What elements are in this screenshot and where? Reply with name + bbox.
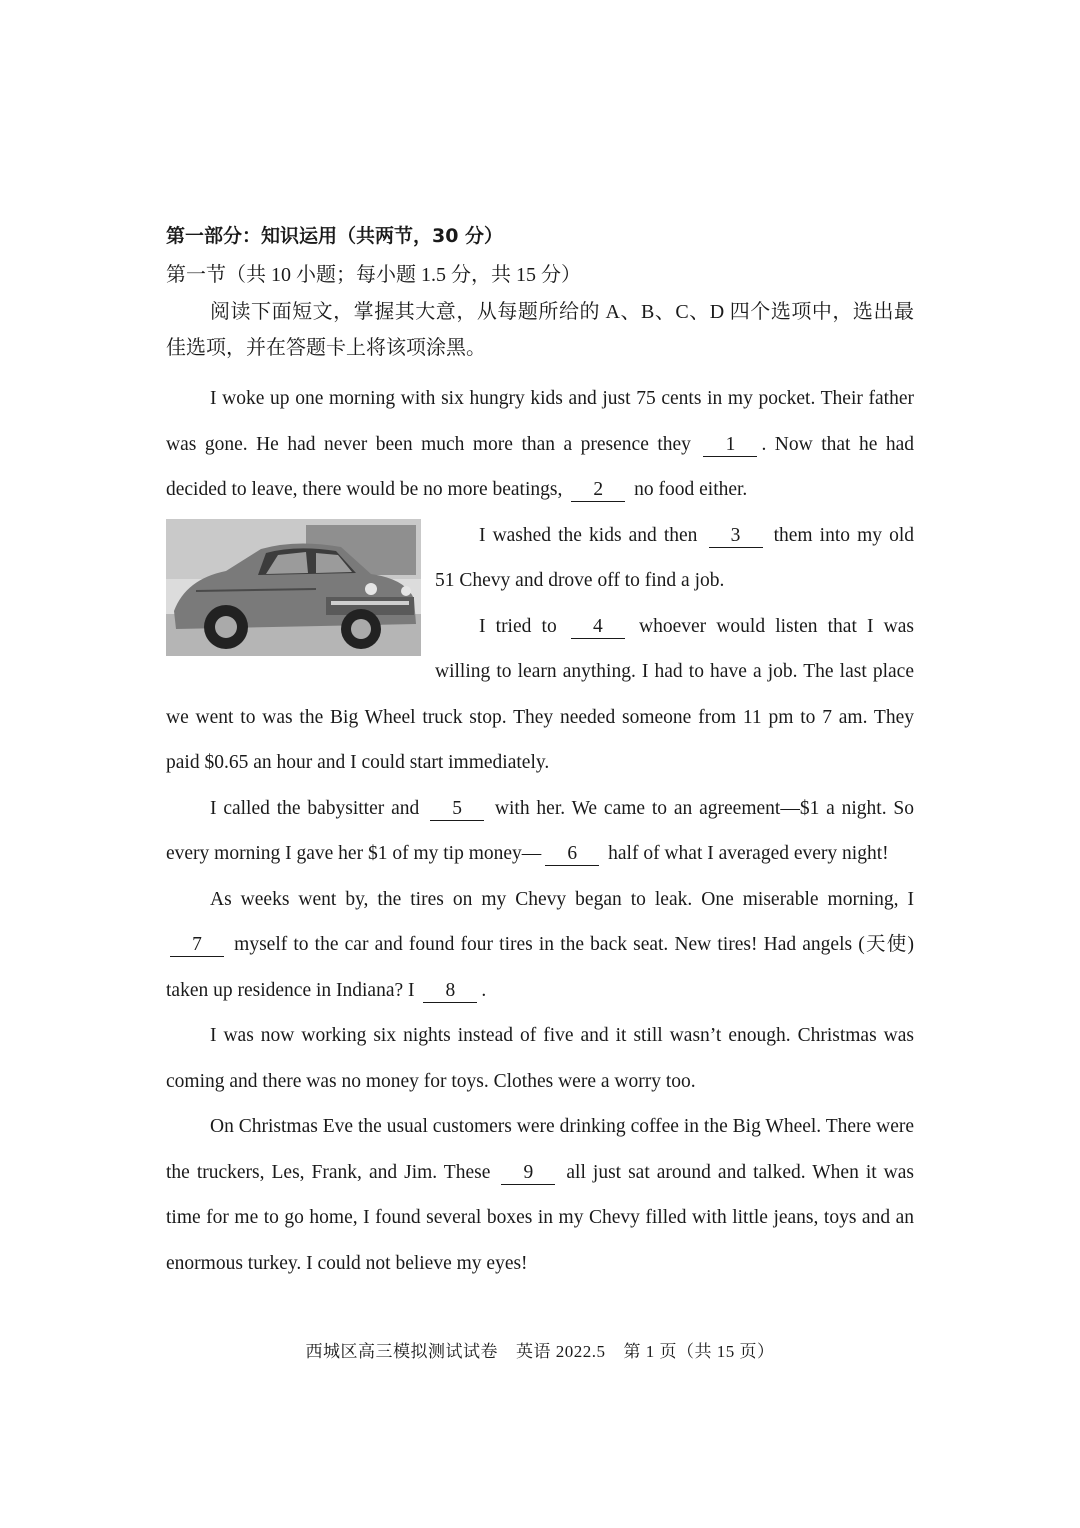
section-title: 第一部分：知识运用（共两节，30 分） — [166, 225, 504, 247]
blank-6: 6 — [545, 843, 599, 866]
sub-section-title: 第一节（共 10 小题；每小题 1.5 分，共 15 分） — [166, 264, 581, 286]
blank-4: 4 — [571, 616, 625, 639]
footer-subject: 英语 2022.5 — [516, 1342, 606, 1361]
blank-8: 8 — [423, 980, 477, 1003]
blank-1: 1 — [703, 434, 757, 457]
chevy-car-photo — [166, 519, 421, 656]
exam-page — [166, 218, 914, 1286]
paragraph-2: I washed the kids and then 3 them into my old 51 Chevy and drove off to find a job. — [435, 524, 914, 591]
paragraph-5: As weeks went by, the tires on my Chevy began to leak. One miserable morning, I 7 myself to the car and found four tires in the back seat. New tires! Had angels (天使) taken up residence in Indiana? I 8 . — [166, 888, 915, 1001]
blank-5: 5 — [430, 798, 484, 821]
paragraph-3: I tried to 4 whoever would listen that I was willing to learn anything. I had to have a job. The last place we went to was the Big Wheel truck stop. They needed someone from 11 pm to 7 am. They paid $0.65 an hour and I could start immediately. — [166, 615, 914, 773]
page-footer — [0, 1340, 1080, 1364]
image-text-block — [166, 513, 914, 786]
car-illustration — [166, 519, 421, 656]
paragraph-7: On Christmas Eve the usual customers were drinking coffee in the Big Wheel. There were the truckers, Les, Frank, and Jim. These 9 all just sat around and talked. When it was time for me to go home, I found several boxes in my Chevy filled with little jeans, toys and an enormous turkey. I could not believe my eyes! — [166, 1116, 915, 1274]
blank-2: 2 — [571, 479, 625, 502]
blank-3: 3 — [709, 525, 763, 548]
blank-7: 7 — [170, 934, 224, 957]
footer-exam-name: 西城区高三模拟测试试卷 — [305, 1342, 498, 1361]
instruction-text: 阅读下面短文，掌握其大意，从每题所给的 A、B、C、D 四个选项中，选出最佳选项，并在答题卡上将该项涂黑。 — [166, 301, 914, 359]
paragraph-6: I was now working six nights instead of five and it still wasn’t enough. Christmas was coming and there was no money for toys. Clothes were a worry too. — [166, 1025, 914, 1092]
paragraph-4: I called the babysitter and 5 with her. We came to an agreement—$1 a night. So every morning I gave her $1 of my tip money— 6 half of what I averaged every night! — [166, 797, 915, 864]
footer-page-number: 第 1 页（共 15 页） — [623, 1342, 775, 1361]
blank-9: 9 — [501, 1162, 555, 1185]
paragraph-1: I woke up one morning with six hungry kids and just 75 cents in my pocket. Their father was gone. He had never been much more than a presence they 1 . Now that he had decided to leave, there would be no more beatings, 2 no food either. — [166, 388, 915, 500]
